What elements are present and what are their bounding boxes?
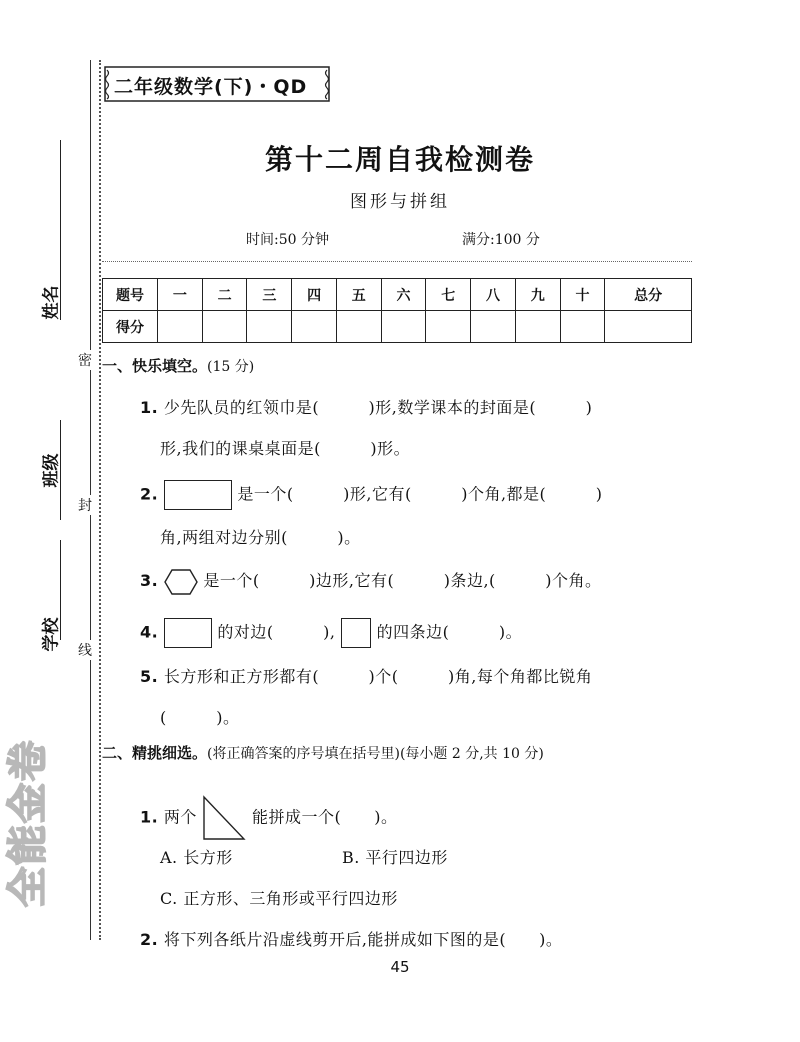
- page-subtitle: 图形与拼组: [350, 192, 450, 212]
- seal-xian: 线: [78, 640, 92, 660]
- score-row-label: 得分: [103, 311, 158, 343]
- score-table-score-row: [103, 311, 692, 343]
- option-c: C. 正方形、三角形或平行四边形: [160, 889, 398, 908]
- question-1-2-cont: [160, 525, 361, 548]
- question-1-3: [140, 568, 602, 595]
- section2-heading: [102, 742, 544, 763]
- right-triangle-figure: [202, 795, 246, 841]
- score-header-cell: 三: [247, 279, 292, 311]
- score-header-cell: 十: [560, 279, 605, 311]
- score-cell[interactable]: [292, 311, 337, 343]
- question-text: 的四条边( )。: [376, 622, 523, 642]
- question-1-5-cont: [160, 705, 240, 728]
- question-1-4: [140, 618, 522, 648]
- score-header-cell: 二: [202, 279, 247, 311]
- question-text: 是一个( )形,它有( )个角,都是( ): [237, 484, 603, 504]
- score-cell[interactable]: [381, 311, 426, 343]
- question-text: 少先队员的红领巾是( )形,数学课本的封面是( ): [163, 398, 593, 417]
- score-header-cell: 六: [381, 279, 426, 311]
- score-cell[interactable]: [605, 311, 692, 343]
- score-table-header-row: [103, 279, 692, 311]
- page-title: 第十二周自我检测卷: [264, 143, 535, 176]
- question-text: ( )。: [160, 708, 240, 727]
- question-text: 角,两组对边分别( )。: [160, 528, 361, 547]
- section2-title: 二、精挑细选。: [102, 744, 208, 762]
- exam-time: 时间:50 分钟: [246, 232, 329, 248]
- option-a: A. 长方形: [160, 848, 233, 867]
- question-1-5: [140, 664, 592, 687]
- score-header-cell: 四: [292, 279, 337, 311]
- section1-points: (15 分): [207, 359, 255, 375]
- score-cell[interactable]: [202, 311, 247, 343]
- score-cell[interactable]: [247, 311, 292, 343]
- score-header-cell: 总分: [605, 279, 692, 311]
- question-text: 两个: [163, 807, 197, 827]
- school-label: 学校: [41, 617, 62, 652]
- score-cell[interactable]: [515, 311, 560, 343]
- question-text: 的对边( ),: [217, 622, 336, 642]
- seal-mi: 密: [78, 350, 92, 370]
- question-text: 长方形和正方形都有( )个( )角,每个角都比锐角: [163, 667, 593, 686]
- question-text: 将下列各纸片沿虚线剪开后,能拼成如下图的是( )。: [163, 930, 563, 949]
- score-cell[interactable]: [471, 311, 516, 343]
- question-number: 2.: [140, 484, 159, 504]
- rectangle-figure: [164, 480, 232, 510]
- full-score: 满分:100 分: [462, 232, 540, 248]
- question-number: 1.: [140, 398, 159, 417]
- question-1-1-cont: [160, 436, 410, 459]
- score-header-cell: 九: [515, 279, 560, 311]
- score-header-cell: 五: [336, 279, 381, 311]
- square-figure: [341, 618, 371, 648]
- question-text: 是一个( )边形,它有( )条边,( )个角。: [203, 571, 602, 590]
- question-number: 1.: [140, 807, 159, 827]
- question-1-2: [140, 480, 603, 510]
- brand-watermark: 全能金卷: [5, 739, 51, 907]
- score-table: [102, 278, 692, 343]
- question-number: 2.: [140, 930, 159, 949]
- option-b: B. 平行四边形: [342, 848, 448, 867]
- score-header-cell: 一: [158, 279, 203, 311]
- hexagon-figure: [164, 569, 198, 595]
- question-text: 能拼成一个( )。: [252, 807, 398, 827]
- seal-feng: 封: [78, 495, 92, 515]
- score-cell[interactable]: [426, 311, 471, 343]
- name-label: 姓名: [41, 285, 62, 320]
- score-cell[interactable]: [336, 311, 381, 343]
- score-header-cell: 题号: [103, 279, 158, 311]
- question-2-2: [140, 927, 562, 950]
- page-number: 45: [390, 958, 410, 976]
- section1-title: 一、快乐填空。: [102, 357, 208, 375]
- question-number: 3.: [140, 571, 159, 590]
- grade-badge: 二年级数学(下)・QD: [114, 76, 308, 98]
- question-number: 4.: [140, 622, 159, 642]
- question-1-1: [140, 395, 592, 418]
- score-cell[interactable]: [560, 311, 605, 343]
- question-2-1: [140, 795, 398, 841]
- section1-heading: [102, 355, 254, 376]
- score-cell[interactable]: [158, 311, 203, 343]
- question-number: 5.: [140, 667, 159, 686]
- score-header-cell: 七: [426, 279, 471, 311]
- rectangle-figure-small: [164, 618, 212, 648]
- question-text: 形,我们的课桌桌面是( )形。: [160, 439, 411, 458]
- score-header-cell: 八: [471, 279, 516, 311]
- section2-instructions: (将正确答案的序号填在括号里)(每小题 2 分,共 10 分): [207, 746, 544, 762]
- class-label: 班级: [41, 453, 62, 488]
- header-divider: [102, 261, 692, 262]
